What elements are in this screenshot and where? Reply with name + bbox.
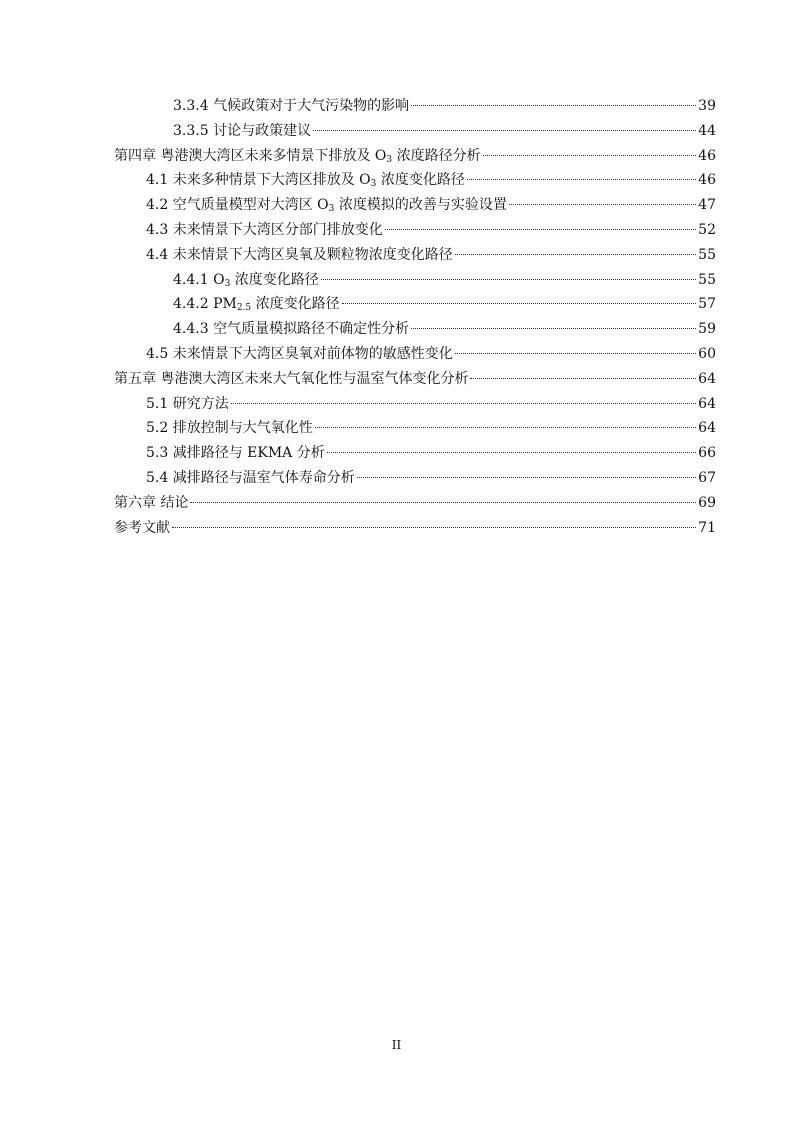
toc-dot-leader	[411, 328, 696, 329]
toc-entry[interactable]	[114, 218, 716, 243]
toc-dot-leader	[321, 279, 696, 280]
toc-dot-leader	[315, 427, 696, 428]
toc-entry-title: 4.2 空气质量模型对大湾区 $O_3$ 浓度模拟的改善与实验设置	[146, 197, 507, 215]
toc-dot-leader	[509, 204, 696, 205]
toc-entry[interactable]	[114, 193, 716, 218]
toc-page-number: 55	[698, 246, 716, 263]
toc-entry-title: 5.1 研究方法	[146, 395, 229, 412]
toc-entry[interactable]	[114, 317, 716, 342]
toc-entry[interactable]	[114, 367, 716, 392]
toc-page-number: 60	[698, 345, 716, 362]
toc-page-number: 71	[698, 519, 716, 536]
table-of-contents	[114, 94, 716, 540]
toc-entry-title: 参考文献	[114, 519, 170, 536]
toc-page-number: 64	[698, 420, 716, 437]
toc-page-number: 64	[698, 370, 716, 387]
toc-dot-leader	[483, 155, 697, 156]
toc-dot-leader	[470, 378, 696, 379]
toc-dot-leader	[467, 179, 696, 180]
toc-page-number: 66	[698, 445, 716, 462]
toc-page-number: 44	[698, 122, 716, 139]
toc-page-number: 64	[698, 395, 716, 412]
toc-page-number: 55	[698, 271, 716, 288]
toc-entry-title: 第五章 粤港澳大湾区未来大气氧化性与温室气体变化分析	[114, 370, 469, 387]
toc-entry[interactable]	[114, 119, 716, 144]
toc-dot-leader	[455, 254, 696, 255]
toc-dot-leader	[172, 527, 696, 528]
page-number: II	[391, 1038, 402, 1052]
toc-page-number: 59	[698, 321, 716, 338]
toc-entry-title: 4.3 未来情景下大湾区分部门排放变化	[146, 221, 383, 238]
toc-dot-leader	[342, 303, 697, 304]
toc-entry[interactable]	[114, 292, 716, 317]
toc-entry-title: 3.3.5 讨论与政策建议	[173, 122, 312, 139]
toc-entry[interactable]	[114, 516, 716, 541]
toc-entry-title: 4.4.2 $PM_{2.5}$ 浓度变化路径	[173, 296, 340, 314]
toc-entry-title: 第六章 结论	[114, 494, 189, 511]
toc-entry[interactable]	[114, 491, 716, 516]
toc-entry[interactable]	[114, 168, 716, 193]
toc-dot-leader	[357, 477, 696, 478]
toc-entry[interactable]	[114, 466, 716, 491]
toc-entry[interactable]	[114, 268, 716, 293]
toc-entry[interactable]	[114, 441, 716, 466]
toc-entry[interactable]	[114, 243, 716, 268]
toc-dot-leader	[385, 229, 696, 230]
toc-page-number: 46	[698, 172, 716, 189]
toc-entry-title: 5.4 减排路径与温室气体寿命分析	[146, 469, 355, 486]
toc-entry[interactable]	[114, 342, 716, 367]
toc-entry[interactable]	[114, 416, 716, 441]
toc-dot-leader	[190, 502, 696, 503]
toc-page-number: 47	[698, 197, 716, 214]
toc-page-number: 39	[698, 98, 716, 114]
toc-page-number: 46	[698, 147, 716, 164]
toc-entry-title: 4.5 未来情景下大湾区臭氧对前体物的敏感性变化	[146, 345, 453, 362]
toc-entry-title: 4.1 未来多种情景下大湾区排放及 $O_3$ 浓度变化路径	[146, 172, 465, 190]
toc-entry[interactable]	[114, 94, 716, 119]
toc-dot-leader	[455, 353, 696, 354]
toc-dot-leader	[327, 452, 696, 453]
toc-entry-title: 4.4.3 空气质量模拟路径不确定性分析	[173, 321, 410, 338]
toc-entry-title: 4.4.1 $O_3$ 浓度变化路径	[173, 271, 319, 289]
toc-entry[interactable]	[114, 392, 716, 417]
toc-page-number: 67	[698, 469, 716, 486]
toc-entry-title: 4.4 未来情景下大湾区臭氧及颗粒物浓度变化路径	[146, 246, 453, 263]
toc-entry-title: 第四章 粤港澳大湾区未来多情景下排放及 $O_3$ 浓度路径分析	[114, 147, 481, 165]
toc-dot-leader	[231, 403, 696, 404]
toc-entry[interactable]	[114, 144, 716, 169]
toc-dot-leader	[313, 130, 696, 131]
toc-entry-title: 5.3 减排路径与 EKMA 分析	[146, 445, 325, 462]
toc-page-number: 57	[698, 296, 716, 313]
toc-page-number: 69	[698, 494, 716, 511]
toc-page-number: 52	[698, 221, 716, 238]
toc-entry-title: 3.3.4 气候政策对于大气污染物的影响	[173, 98, 410, 114]
toc-dot-leader	[411, 105, 696, 106]
toc-entry-title: 5.2 排放控制与大气氧化性	[146, 420, 313, 437]
